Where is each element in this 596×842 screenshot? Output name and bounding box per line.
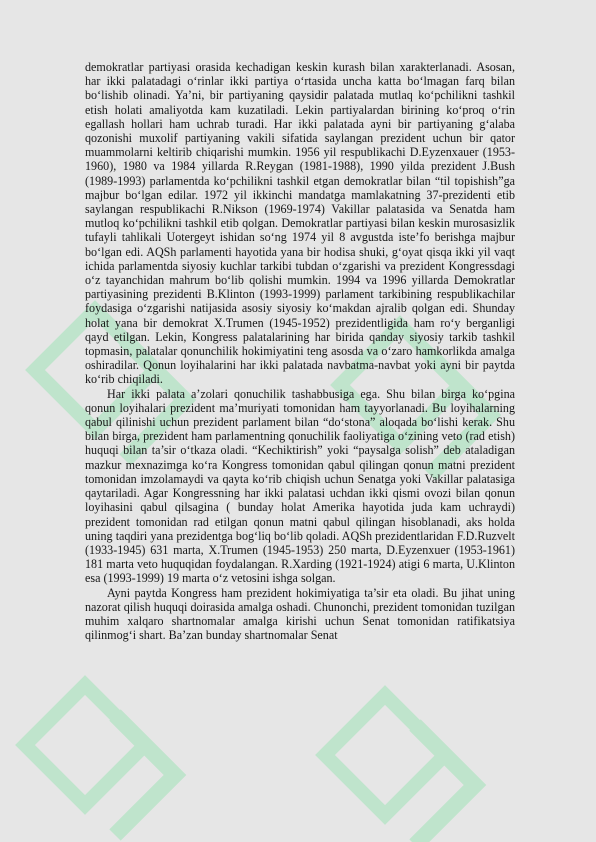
paragraph-1: demokratlar partiyasi orasida kechadigan keskin kurash bilan xarakterlanadi. Asosan, har ikki palatadagi o‘rinlar ikki partiya o‘rtasida uncha katta bo‘lmagan farq bilan bo‘lishib olinadi. Ya’ni, bir partiyaning qaysidir palatada mutlaq ko‘pchilikni tashkil etish holati amaliyotda kam kuzatiladi. Lekin partiyalardan birining ko‘proq o‘rin egallash hollari ham uchrab turadi. Har ikki palatada ayni bir partiyaning g‘alaba qozonishi muxolif partiyaning vakili sifatida saylangan prezident uchun bir qator muammolarni keltirib chiqarishi mumkin. 1956 yil respublikachi D.Eyzenxauer (1953-1960), 1980 va 1984 yillarda R.Reygan (1981-1988), 1990 yilda prezident J.Bush (1989-1993) parlamentda ko‘pchilikni tashkil etgan demokratlar bilan “til topishish”ga majbur bo‘lgan edilar. 1972 yil ikkinchi mandatga mamlakatning 37-prezidenti etib saylangan respublikachi R.Nikson (1969-1974) Vakillar palatasida va Senatda ham mutloq ko‘pchilikni tashkil etib qolgan. Demokratlar partiyasi bilan keskin murosasizlik tufayli tahlikali Uotergeyt ishidan so‘ng 1974 yil 8 avgustda iste’fo berishga majbur bo‘lgan edi. AQSh parlamenti hayotida yana bir hodisa shuki, g‘oyat qisqa ikki yil vaqt ichida parlamentda siyosiy kuchlar tarkibi tubdan o‘zgarishi va prezident Kongressdagi o‘z tayanchidan mahrum bo‘lib qolishi mumkin. 1994 va 1996 yillarda Demokratlar partiyasining prezidenti B.Klinton (1993-1999) parlament tarkibining respublikachilar foydasiga o‘zgarishi natijasida asosiy siyosiy ko‘makdan ajralib qolgan edi. Shunday holat yana bir demokrat X.Trumen (1945-1952) prezidentligida ham ro‘y berganligi qayd etilgan. Lekin, Kongress palatalarining har birida qanday siyosiy tarkib tashkil topmasin, palatalar qonunchilik hokimiyatini teng asosda va o‘zaro hamkorlikda amalga oshiradilar. Qonun loyihalarini har ikki palatada navbatma-navbat yoki ayni bir paytda ko‘rib chiqiladi. — [85, 60, 515, 387]
watermark-shape-3 — [25, 685, 175, 835]
watermark-shape-4 — [325, 695, 475, 842]
paragraph-2: Har ikki palata a’zolari qonuchilik tashabbusiga ega. Shu bilan birga ko‘pgina qonun loyihalari prezident ma’muriyati tomonidan ham tayyorlanadi. Bu loyihalarning qabul qilinishi uchun prezident parlament bilan “do‘stona” aloqada bo‘lishi kerak. Shu bilan birga, prezident ham parlamentning qonuchilik faoliyatiga o‘zining veto (rad etish) huquqi bilan ta’sir o‘tkaza oladi. “Kechiktirish” yoki “paysalga solish” deb ataladigan mazkur mexnazimga ko‘ra Kongress tomonidan qabul qilingan qonun matni prezident tomonidan imzolamaydi va qayta ko‘rib chiqish uchun Senatga yoki Vakillar palatasiga qaytariladi. Agar Kongressning har ikki palatasi uchdan ikki qismi ovozi bilan qonun loyihasini qabul qilsagina ( bunday holat Amerika hayotida juda kam uchraydi) prezident tomonidan rad etilgan qonun matni qabul qilingan hisoblanadi, aks holda uning taqdiri yana prezidentga bog‘liq bo‘lib qoladi. AQSh prezidentlaridan F.D.Ruzvelt (1933-1945) 631 marta, X.Trumen (1945-1953) 250 marta, D.Eyzenxuer (1953-1961) 181 marta veto huquqidan foydalangan. R.Xarding (1921-1924) atigi 6 marta, U.Klinton esa (1993-1999) 19 marta o‘z vetosini ishga solgan. — [85, 386, 515, 586]
paragraph-3: Ayni paytda Kongress ham prezident hokimiyatiga ta’sir eta oladi. Bu jihat uning nazorat qilish huquqi doirasida amalga oshadi. Chunonchi, prezident tomonidan tuzilgan muhim xalqaro shartnomalar amalga kirishi uchun Senat tomonidan ratifikatsiya qilinmog‘i shart. Ba’zan bunday shartnomalar Senat — [85, 585, 515, 643]
document-body — [85, 60, 515, 642]
